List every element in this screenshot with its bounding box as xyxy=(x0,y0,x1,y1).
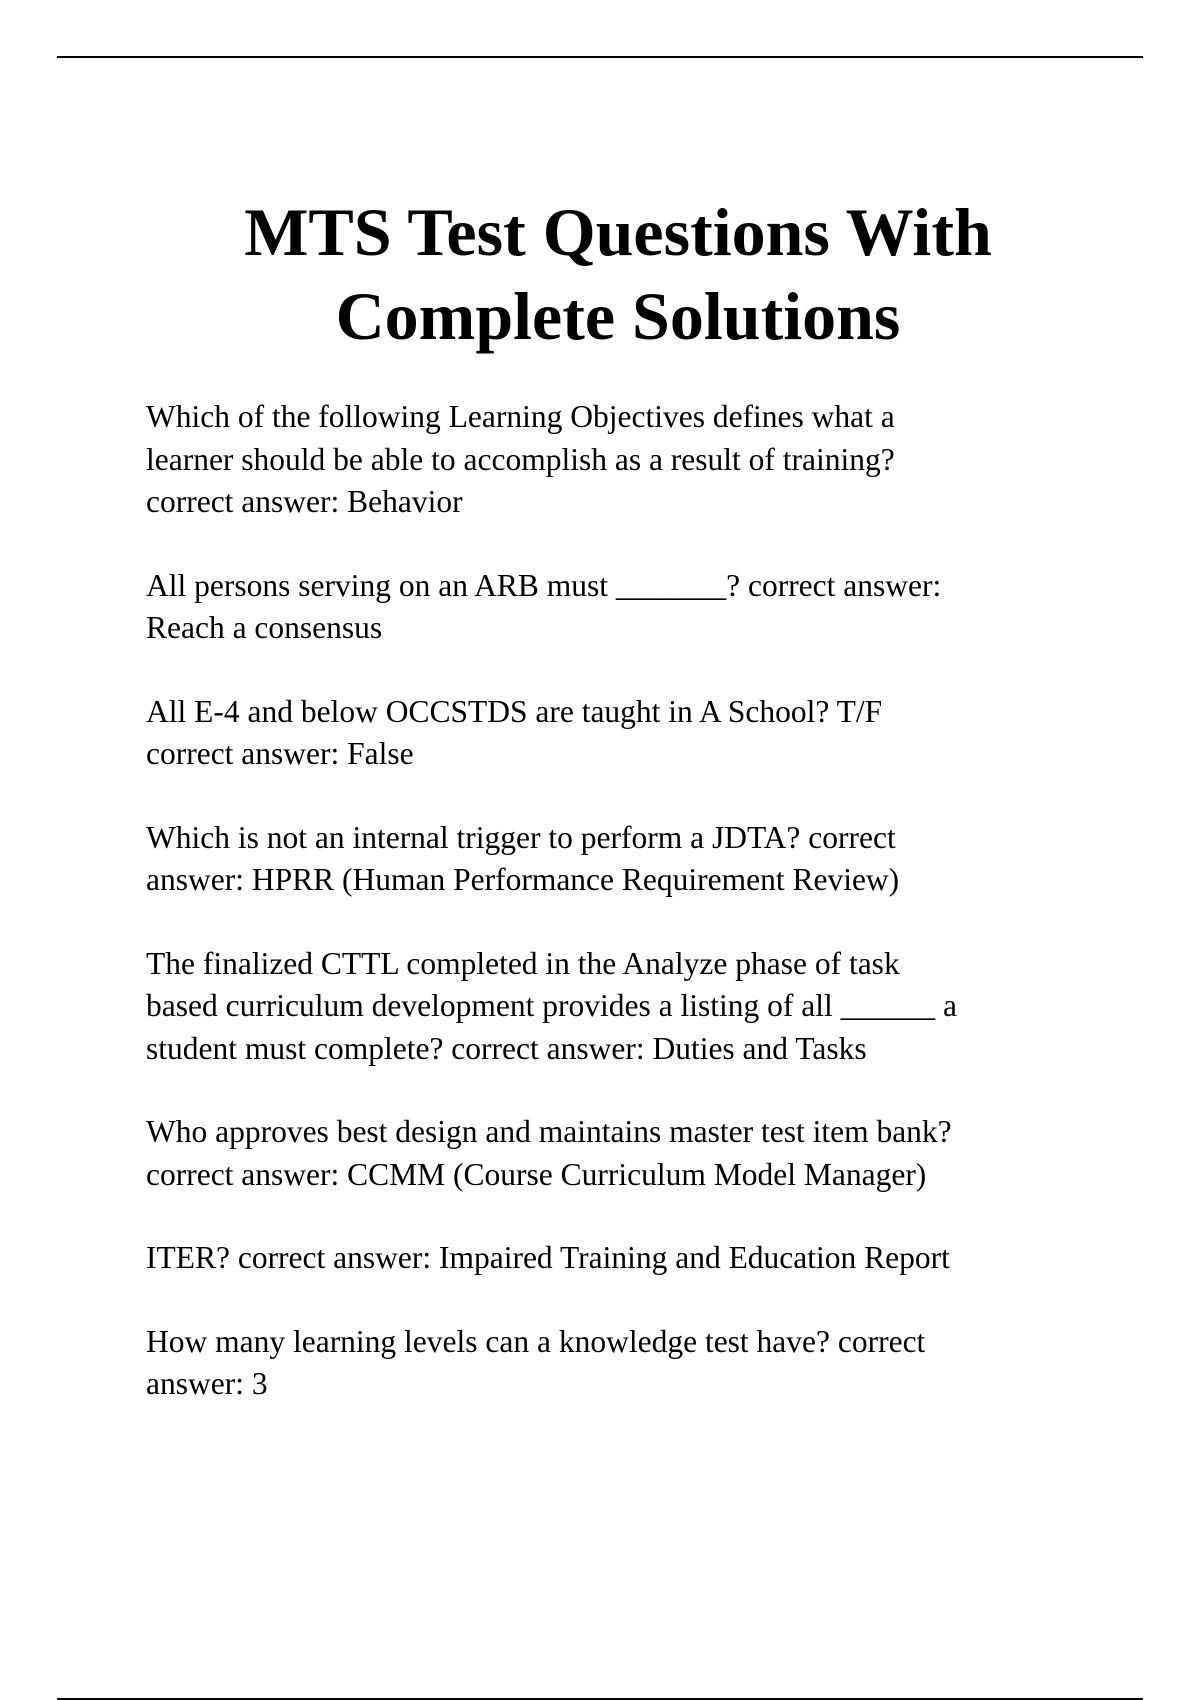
question-text-line: All E-4 and below OCCSTDS are taught in A School? T/F xyxy=(146,693,883,729)
question-text-line: Who approves best design and maintains master test item bank? xyxy=(146,1114,952,1149)
page-title xyxy=(0,190,1200,358)
question-item-4 xyxy=(146,817,1106,902)
question-item-7 xyxy=(146,1237,1106,1280)
answer-text-line: Reach a consensus xyxy=(146,610,383,645)
question-text-line: based curriculum development provides a listing of all ______ a xyxy=(146,988,957,1023)
answer-text-line: correct answer: CCMM (Course Curriculum Model Manager) xyxy=(146,1156,927,1192)
question-item-8 xyxy=(146,1321,1106,1406)
question-text-line: Which is not an internal trigger to perform a JDTA? correct xyxy=(146,819,896,855)
question-text-line: How many learning levels can a knowledge test have? correct xyxy=(146,1323,926,1359)
question-text-line: The finalized CTTL completed in the Analyze phase of task xyxy=(146,945,900,981)
question-item-3 xyxy=(146,691,1106,776)
question-text-line: All persons serving on an ARB must _______? correct answer: xyxy=(146,567,942,603)
answer-text-line: correct answer: False xyxy=(146,736,414,771)
answer-text-line: answer: HPRR (Human Performance Requirement Review) xyxy=(146,862,900,897)
question-item-5 xyxy=(146,943,1106,1071)
question-text-line: Which of the following Learning Objectives defines what a xyxy=(146,399,895,434)
answer-text-line: answer: 3 xyxy=(146,1366,268,1401)
question-item-6 xyxy=(146,1111,1106,1196)
answer-text-line: student must complete? correct answer: Duties and Tasks xyxy=(146,1030,867,1066)
question-text-line: ITER? correct answer: Impaired Training and Education Report xyxy=(146,1240,950,1275)
top-rule xyxy=(57,56,1143,58)
question-list xyxy=(146,396,1106,1447)
title-line-2: Complete Solutions xyxy=(335,278,901,354)
question-item-1 xyxy=(146,396,1106,524)
question-text-line: learner should be able to accomplish as a result of training? xyxy=(146,441,895,477)
title-line-1: MTS Test Questions With xyxy=(244,194,992,270)
answer-text-line: correct answer: Behavior xyxy=(146,484,463,519)
question-item-2 xyxy=(146,565,1106,650)
